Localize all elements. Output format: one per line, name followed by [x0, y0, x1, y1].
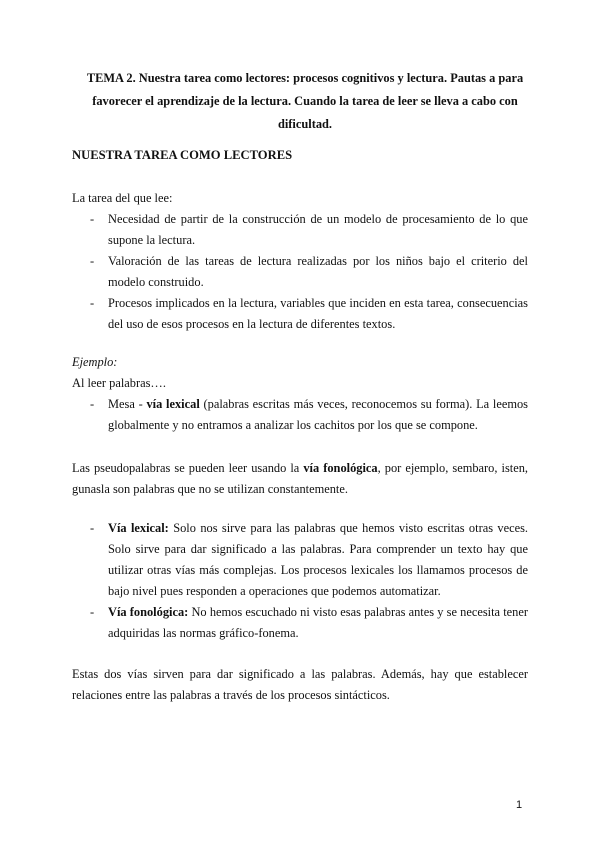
list-item — [72, 394, 528, 436]
routes-list — [72, 518, 528, 644]
example-lead: Al leer palabras…. — [72, 376, 166, 390]
example-item-term: vía lexical — [146, 397, 200, 411]
example-label: Ejemplo: — [72, 355, 118, 369]
route-text: Solo nos sirve para las palabras que hemos visto escritas otras veces. Solo sirve para dar significado a las palabras. Para comprender un texto hay que utilizar otras vías más complejas. Los procesos lexicales los llamamos procesos de bajo nivel pues responden a operaciones que podemos automatizar. — [108, 521, 529, 598]
pseudo-paragraph — [72, 458, 528, 500]
section-heading: NUESTRA TAREA COMO LECTORES — [72, 148, 293, 162]
pseudo-paragraph-block — [72, 458, 528, 500]
example-item-prefix: Mesa - — [108, 397, 147, 411]
example-list — [72, 394, 528, 436]
routes-block — [72, 518, 528, 644]
intro-block — [72, 188, 528, 335]
list-item: - Procesos implicados en la lectura, variables que inciden en esta tarea, consecuencias del uso de esos procesos en la lectura de diferentes textos. — [72, 293, 528, 335]
intro-label: La tarea del que lee: — [72, 191, 173, 205]
route-term: Vía fonológica: — [108, 605, 189, 619]
pseudo-text-before: Las pseudopalabras se pueden leer usando la — [72, 461, 304, 475]
example-block — [72, 352, 528, 436]
list-item — [72, 518, 528, 602]
closing-paragraph: Estas dos vías sirven para dar significado a las palabras. Además, hay que establecer relaciones entre las palabras a través de los procesos sintácticos. — [72, 667, 528, 702]
example-item-text: (palabras escritas más veces, reconocemos su forma). La leemos globalmente y no entramos a analizar los cachitos por los que se compone. — [108, 397, 528, 432]
list-item: - Necesidad de partir de la construcción de un modelo de procesamiento de lo que supone la lectura. — [72, 209, 528, 251]
intro-list — [72, 209, 528, 335]
route-term: Vía lexical: — [108, 521, 169, 535]
pseudo-term: vía fonológica — [303, 461, 378, 475]
list-item — [72, 602, 528, 644]
document-title: TEMA 2. Nuestra tarea como lectores: procesos cognitivos y lectura. Pautas a para favorecer el aprendizaje de la lectura. Cuando la tarea de leer se lleva a cabo con dificultad. — [86, 71, 524, 131]
closing-paragraph-block — [72, 664, 528, 706]
list-item: - Valoración de las tareas de lectura realizadas por los niños bajo el criterio del modelo construido. — [72, 251, 528, 293]
pseudo-text-after: , por ejemplo, sembaro, isten, gunasla son palabras que no se utilizan constantemente. — [72, 461, 529, 496]
route-text: No hemos escuchado ni visto esas palabras antes y se necesita tener adquiridas las normas gráfico-fonema. — [108, 605, 528, 640]
page-number: 1 — [516, 799, 523, 811]
